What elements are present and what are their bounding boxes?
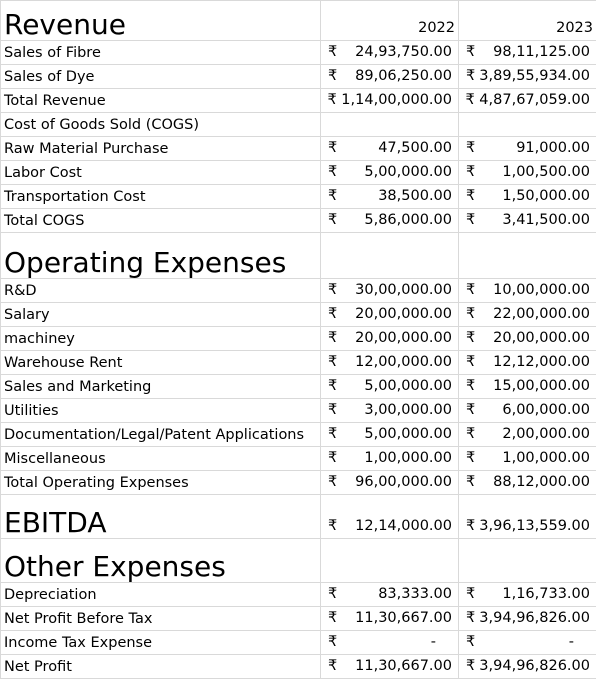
cell-value: 98,11,125.00 xyxy=(493,44,590,60)
cell-value: 6,00,000.00 xyxy=(502,402,590,418)
value-cell-2023[interactable] xyxy=(459,375,596,399)
value-cell-2022[interactable] xyxy=(321,607,459,631)
rupee-symbol: ₹ xyxy=(466,306,475,322)
value-cell-2023[interactable] xyxy=(459,113,596,137)
table-row xyxy=(1,399,596,423)
cell-value: - xyxy=(569,634,574,650)
table-row xyxy=(1,351,596,375)
cell-value: 11,30,667.00 xyxy=(355,610,452,626)
rupee-symbol: ₹ xyxy=(466,44,475,60)
rupee-symbol: ₹ xyxy=(328,306,337,322)
value-cell-2023[interactable] xyxy=(459,279,596,303)
value-cell-2023[interactable] xyxy=(459,423,596,447)
cell-value: 20,00,000.00 xyxy=(493,330,590,346)
row-label[interactable]: Miscellaneous xyxy=(1,447,321,471)
value-cell-2022[interactable] xyxy=(321,375,459,399)
value-cell-2022[interactable] xyxy=(321,41,459,65)
row-label[interactable]: Net Profit Before Tax xyxy=(1,607,321,631)
revenue-heading[interactable]: Revenue xyxy=(1,1,321,41)
cell-value: 3,00,000.00 xyxy=(364,402,452,418)
value-cell-2022[interactable] xyxy=(321,233,459,279)
cell-value: 20,00,000.00 xyxy=(355,330,452,346)
rupee-symbol: ₹ xyxy=(466,330,475,346)
row-label[interactable]: Sales and Marketing xyxy=(1,375,321,399)
row-label[interactable]: Total Operating Expenses xyxy=(1,471,321,495)
row-label[interactable]: Income Tax Expense xyxy=(1,631,321,655)
rupee-symbol: ₹ xyxy=(328,426,337,442)
cell-value: 12,12,000.00 xyxy=(493,354,590,370)
cell-value: 20,00,000.00 xyxy=(355,306,452,322)
cell-value: 3,96,13,559.00 xyxy=(479,518,590,534)
value-cell-2022[interactable] xyxy=(321,655,459,679)
value-cell-2022[interactable] xyxy=(321,137,459,161)
value-cell-2023[interactable] xyxy=(459,303,596,327)
rupee-symbol: ₹ xyxy=(466,378,475,394)
table-row xyxy=(1,375,596,399)
value-cell-2023[interactable] xyxy=(459,583,596,607)
year-2023-header[interactable]: 2023 xyxy=(459,1,596,41)
rupee-symbol: ₹ xyxy=(328,44,337,60)
cell-value: 22,00,000.00 xyxy=(493,306,590,322)
rupee-symbol: ₹ xyxy=(328,402,337,418)
value-cell-2023[interactable] xyxy=(459,539,596,583)
rupee-symbol: ₹ xyxy=(466,164,475,180)
cell-value: 96,00,000.00 xyxy=(355,474,452,490)
value-cell-2022[interactable] xyxy=(321,303,459,327)
row-label[interactable]: Sales of Dye xyxy=(1,65,321,89)
rupee-symbol: ₹ xyxy=(328,658,337,674)
rupee-symbol: ₹ xyxy=(466,402,475,418)
table-row xyxy=(1,655,596,679)
rupee-symbol: ₹ xyxy=(328,610,337,626)
other-expenses-heading[interactable]: Other Expenses xyxy=(1,539,321,583)
value-cell-2023[interactable] xyxy=(459,89,596,113)
rupee-symbol: ₹ xyxy=(466,474,475,490)
cell-value: 1,00,000.00 xyxy=(364,450,452,466)
row-label[interactable]: Net Profit xyxy=(1,655,321,679)
cell-value: ₹ 1,14,00,000.00 xyxy=(327,92,452,108)
cell-value: 1,16,733.00 xyxy=(502,586,590,602)
value-cell-2022[interactable] xyxy=(321,161,459,185)
value-cell-2023[interactable] xyxy=(459,351,596,375)
rupee-symbol: ₹ xyxy=(328,378,337,394)
rupee-symbol: ₹ xyxy=(328,474,337,490)
table-row xyxy=(1,631,596,655)
cell-value: 38,500.00 xyxy=(378,188,452,204)
rupee-symbol: ₹ xyxy=(328,518,337,534)
table-row xyxy=(1,113,596,137)
row-label[interactable]: Sales of Fibre xyxy=(1,41,321,65)
value-cell-2023[interactable] xyxy=(459,65,596,89)
row-label[interactable]: Salary xyxy=(1,303,321,327)
cell-value: 1,00,000.00 xyxy=(502,450,590,466)
row-label[interactable]: Total COGS xyxy=(1,209,321,233)
rupee-symbol: ₹ xyxy=(466,188,475,204)
cell-value: 1,00,500.00 xyxy=(502,164,590,180)
ebitda-row xyxy=(1,495,596,539)
row-label[interactable]: Labor Cost xyxy=(1,161,321,185)
value-cell-2022[interactable] xyxy=(321,209,459,233)
table-row xyxy=(1,137,596,161)
value-cell-2022[interactable] xyxy=(321,539,459,583)
value-cell-2023[interactable] xyxy=(459,631,596,655)
row-label[interactable]: Documentation/Legal/Patent Applications xyxy=(1,423,321,447)
value-cell-2023[interactable] xyxy=(459,327,596,351)
cell-value: 3,94,96,826.00 xyxy=(479,658,590,674)
cell-value: 5,00,000.00 xyxy=(364,164,452,180)
cell-value: 88,12,000.00 xyxy=(493,474,590,490)
rupee-symbol: ₹ xyxy=(328,140,337,156)
rupee-symbol: ₹ xyxy=(466,140,475,156)
value-cell-2022[interactable] xyxy=(321,351,459,375)
value-cell-2022[interactable] xyxy=(321,399,459,423)
rupee-symbol: ₹ xyxy=(328,586,337,602)
value-cell-2023[interactable] xyxy=(459,607,596,631)
value-cell-2022[interactable] xyxy=(321,447,459,471)
table-row xyxy=(1,583,596,607)
cell-value: 12,00,000.00 xyxy=(355,354,452,370)
value-cell-2023[interactable] xyxy=(459,495,596,539)
cell-value: 3,94,96,826.00 xyxy=(479,610,590,626)
value-cell-2022[interactable] xyxy=(321,185,459,209)
cell-value: 30,00,000.00 xyxy=(355,282,452,298)
rupee-symbol: ₹ xyxy=(328,450,337,466)
table-row xyxy=(1,161,596,185)
cell-value: 1,50,000.00 xyxy=(502,188,590,204)
rupee-symbol: ₹ xyxy=(328,164,337,180)
rupee-symbol: ₹ xyxy=(328,188,337,204)
table-row xyxy=(1,303,596,327)
value-cell-2022[interactable] xyxy=(321,495,459,539)
cell-value: 3,89,55,934.00 xyxy=(479,68,590,84)
value-cell-2023[interactable] xyxy=(459,137,596,161)
cell-value: 10,00,000.00 xyxy=(493,282,590,298)
table-row xyxy=(1,65,596,89)
value-cell-2023[interactable] xyxy=(459,209,596,233)
cell-value: 15,00,000.00 xyxy=(493,378,590,394)
cell-value: 2,00,000.00 xyxy=(502,426,590,442)
value-cell-2022[interactable] xyxy=(321,631,459,655)
cell-value: 3,41,500.00 xyxy=(502,212,590,228)
row-label[interactable]: machiney xyxy=(1,327,321,351)
cell-value: 83,333.00 xyxy=(378,586,452,602)
value-cell-2022[interactable] xyxy=(321,89,459,113)
other-expenses-section-row xyxy=(1,539,596,583)
rupee-symbol: ₹ xyxy=(328,354,337,370)
table-row xyxy=(1,89,596,113)
operating-section-row xyxy=(1,233,596,279)
cell-value: - xyxy=(431,634,436,650)
table-row xyxy=(1,471,596,495)
table-row xyxy=(1,607,596,631)
value-cell-2023[interactable] xyxy=(459,447,596,471)
row-label[interactable]: Warehouse Rent xyxy=(1,351,321,375)
rupee-symbol: ₹ xyxy=(328,282,337,298)
year-2022-header[interactable]: 2022 xyxy=(321,1,459,41)
value-cell-2022[interactable] xyxy=(321,423,459,447)
value-cell-2023[interactable] xyxy=(459,399,596,423)
value-cell-2022[interactable] xyxy=(321,471,459,495)
cell-value: 5,86,000.00 xyxy=(364,212,452,228)
value-cell-2023[interactable] xyxy=(459,41,596,65)
value-cell-2023[interactable] xyxy=(459,161,596,185)
rupee-symbol: ₹ xyxy=(466,212,475,228)
row-label[interactable]: Total Revenue xyxy=(1,89,321,113)
value-cell-2023[interactable] xyxy=(459,471,596,495)
cell-value: 5,00,000.00 xyxy=(364,426,452,442)
row-label[interactable]: Cost of Goods Sold (COGS) xyxy=(1,113,321,137)
table-row xyxy=(1,447,596,471)
row-label[interactable]: Utilities xyxy=(1,399,321,423)
rupee-symbol: ₹ xyxy=(328,330,337,346)
cell-value: 11,30,667.00 xyxy=(355,658,452,674)
row-label[interactable]: Depreciation xyxy=(1,583,321,607)
rupee-symbol: ₹ xyxy=(466,658,475,674)
table-row xyxy=(1,209,596,233)
rupee-symbol: ₹ xyxy=(466,354,475,370)
rupee-symbol: ₹ xyxy=(466,634,475,650)
value-cell-2022[interactable] xyxy=(321,583,459,607)
cell-value: 12,14,000.00 xyxy=(355,518,452,534)
value-cell-2022[interactable] xyxy=(321,113,459,137)
value-cell-2023[interactable] xyxy=(459,185,596,209)
value-cell-2023[interactable] xyxy=(459,655,596,679)
rupee-symbol: ₹ xyxy=(328,212,337,228)
cell-value: 89,06,250.00 xyxy=(355,68,452,84)
operating-expenses-heading[interactable]: Operating Expenses xyxy=(1,233,321,279)
ebitda-heading[interactable]: EBITDA xyxy=(1,495,321,539)
cell-value: ₹ 4,87,67,059.00 xyxy=(465,92,590,108)
rupee-symbol: ₹ xyxy=(466,518,475,534)
value-cell-2022[interactable] xyxy=(321,65,459,89)
value-cell-2023[interactable] xyxy=(459,233,596,279)
table-row xyxy=(1,327,596,351)
table-row xyxy=(1,423,596,447)
table-row xyxy=(1,279,596,303)
table-row xyxy=(1,185,596,209)
rupee-symbol: ₹ xyxy=(466,68,475,84)
cell-value: 47,500.00 xyxy=(378,140,452,156)
row-label[interactable]: Transportation Cost xyxy=(1,185,321,209)
value-cell-2022[interactable] xyxy=(321,279,459,303)
rupee-symbol: ₹ xyxy=(466,586,475,602)
value-cell-2022[interactable] xyxy=(321,327,459,351)
rupee-symbol: ₹ xyxy=(466,610,475,626)
revenue-section-row xyxy=(1,1,596,41)
row-label[interactable]: R&D xyxy=(1,279,321,303)
rupee-symbol: ₹ xyxy=(466,282,475,298)
rupee-symbol: ₹ xyxy=(466,426,475,442)
cell-value: 5,00,000.00 xyxy=(364,378,452,394)
row-label[interactable]: Raw Material Purchase xyxy=(1,137,321,161)
rupee-symbol: ₹ xyxy=(466,450,475,466)
rupee-symbol: ₹ xyxy=(328,68,337,84)
table-row xyxy=(1,41,596,65)
cell-value: 24,93,750.00 xyxy=(355,44,452,60)
cell-value: 91,000.00 xyxy=(516,140,590,156)
rupee-symbol: ₹ xyxy=(328,634,337,650)
